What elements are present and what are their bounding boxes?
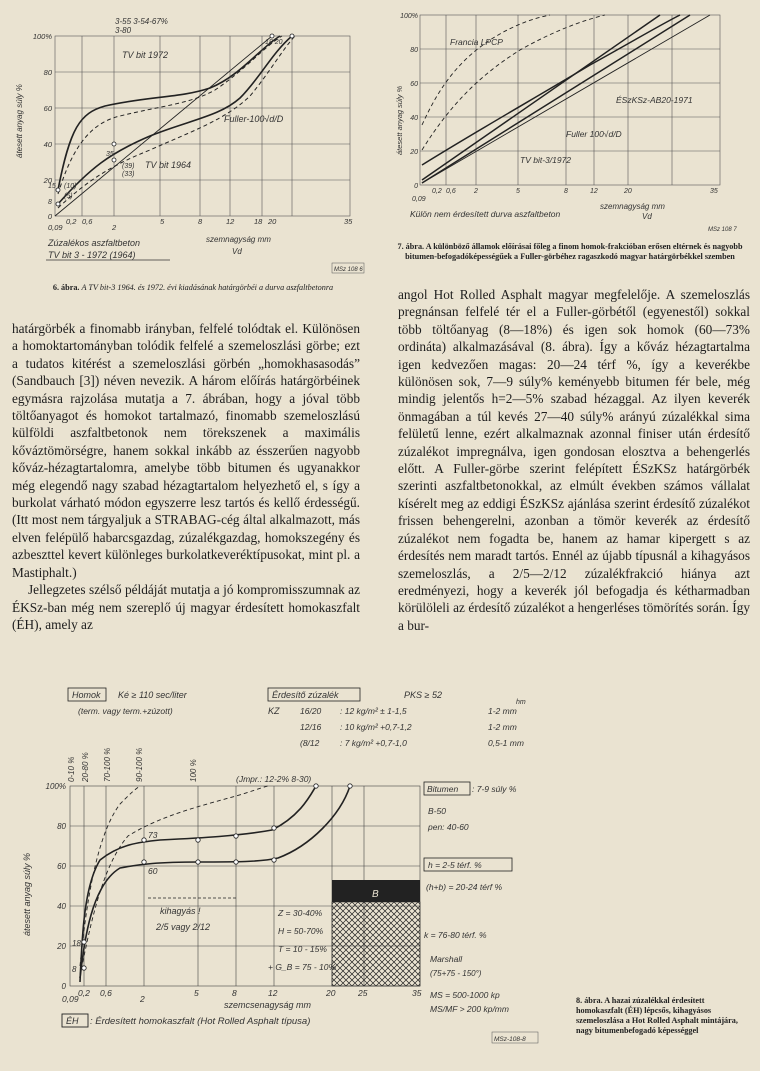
- fig7-ytick: 60: [410, 81, 418, 88]
- fig8-xlabel: szemcsenagyság mm: [224, 1000, 312, 1010]
- fig7-ylabel: átesett anyag súly %: [395, 85, 404, 155]
- fig8-xtick: 8: [232, 988, 237, 998]
- fig8-bitumen-val: : 7-9 súly %: [472, 784, 517, 794]
- left-paragraph-1: határgörbék a finomabb irányban, felfelé tolódtak el. Különösen a homoktartományban tolódik felfelé a szemeloszlási görbe; ezt a tudatos kitérést a szemeloszlási görbén „homokhasasodás” (Sandbauch [3]) néven nevezik. A három előírás határgörbéinek egymásra rajzolása mutatja a 7. ábrában, hogy a jóval több töltőanyagot és homokot tartalmazó, finomabb szemeloszlású külföldi aszfaltbetonok nem törekszenek a maximális kőváztömörségre, hanem sokkal inkább az ésszerűen nagyobb kőváz-hézagtartalomra, amelybe több bitumen és ugyanakkor még elegendő nagy szabad hézagtartalom helyezhető el, s így a burkolat várható módon egyszerre lesz tartós és kellő érdességű. (Itt most nem tárgyaljuk a STRABAG-cég által alkalmazott, más elven felépülő habarcsgazdag, zúzalékgazdag, homokszegény és azbeszttel kevert különleges burkolatkeveréktípusokat, mint pl. a Mastiphalt.): [12, 321, 360, 580]
- fig6-legend-2: TV bit 3 - 1972 (1964): [48, 250, 136, 260]
- fig7-xlabel: szemnagyság mm: [600, 202, 665, 211]
- fig8-stamp: MSz-108-8: [494, 1036, 526, 1043]
- fig7-fuller: Fuller 100√d/D: [566, 129, 622, 139]
- fig6-ytick: 40: [43, 140, 52, 149]
- figure-6-chart: [10, 8, 375, 283]
- figure-6: [10, 8, 375, 283]
- fig8-b50: B-50: [428, 806, 446, 816]
- fig8-marshall: Marshall: [430, 954, 463, 964]
- fig7-francia: Francia LPCP: [450, 37, 503, 47]
- right-text-column: [398, 286, 750, 634]
- fig8-kz: KZ: [268, 706, 280, 716]
- fig6-tv-1964-label: TV bit 1964: [145, 160, 192, 170]
- fig7-stamp: MSz 108 7: [708, 227, 737, 233]
- fig8-row-dose: : 10 kg/m² +0,7-1,2: [340, 722, 412, 732]
- figure-8-chart: [10, 686, 570, 1066]
- fig6-ytick: 60: [43, 104, 52, 113]
- fig8-xtick: 0,09: [62, 994, 79, 1004]
- fig7-ytick: 80: [410, 47, 418, 54]
- fig6-xtick: 5: [160, 217, 165, 226]
- fig7-ytick: 100%: [400, 13, 418, 20]
- fig6-tv-1972-label: TV bit 1972: [122, 50, 169, 60]
- fig6-pt-18-20: 18 20: [265, 39, 283, 46]
- fig6-top-label: 3-55 3-54-67%: [115, 17, 168, 26]
- fig6-ylabel: átesett anyag súly %: [15, 84, 24, 158]
- fig8-row-rate: 1-2 mm: [488, 722, 517, 732]
- fig7-xtick: 0,6: [446, 188, 456, 195]
- fig6-pt-10: (10): [64, 183, 77, 190]
- fig8-jmpr: (Jmpr.: 12-2% 8-30): [236, 774, 312, 784]
- fig6-fuller-label: Fuller-100√d/D: [224, 114, 284, 124]
- fig7-xtick: 35: [710, 188, 718, 195]
- fig8-pt-60: 60: [148, 866, 158, 876]
- fig8-hb: (h+b) = 20-24 térf %: [426, 882, 503, 892]
- fig6-ytick: 20: [43, 176, 52, 185]
- fig8-xtick: 35: [412, 988, 422, 998]
- fig8-footer: : Érdesített homokaszfalt (Hot Rolled Asphalt típusa): [90, 1016, 311, 1027]
- fig8-pt-73: 73: [148, 830, 158, 840]
- fig6-pt-33: (33): [122, 171, 135, 178]
- fig8-pen: pen: 40-60: [428, 822, 469, 832]
- fig8-marshall-t: (75+75 - 150°): [430, 969, 482, 978]
- fig8-k: k = 76-80 térf. %: [424, 930, 487, 940]
- fig6-xtick: 0,09: [48, 223, 63, 232]
- fig8-top-pct: 20-80 %: [81, 752, 90, 782]
- fig8-top-pct: 70-100 %: [103, 747, 112, 782]
- fig8-h: H = 50-70%: [278, 926, 324, 936]
- fig8-top-pct: 0-10 %: [67, 756, 76, 782]
- fig6-top-label-2: 3-80: [115, 26, 132, 35]
- fig6-legend-1: Zúzalékos aszfaltbeton: [48, 238, 141, 248]
- fig8-xtick: 2: [140, 994, 145, 1004]
- fig8-bitumen-box: Bitumen: [427, 784, 459, 794]
- fig6-xtick: 18: [254, 217, 263, 226]
- fig7-ytick: 0: [414, 183, 418, 190]
- figure-7-caption: [392, 242, 748, 262]
- fig6-xtick: 0,2: [66, 217, 77, 226]
- fig6-caption-text: A TV bit-3 1964. és 1972. évi kiadásának határgörbéi a durva aszfaltbetonra: [81, 283, 334, 292]
- fig8-top-pct: 100 %: [189, 759, 198, 782]
- fig8-ms: MS = 500-1000 kp: [430, 990, 500, 1000]
- fig6-ytick: 80: [43, 68, 52, 77]
- fig8-b-label: B: [372, 889, 379, 900]
- fig8-hm: hm: [516, 699, 526, 706]
- fig8-pt-18: 18: [72, 939, 81, 948]
- fig8-ytick: 60: [57, 862, 66, 871]
- figure-8: [10, 686, 570, 1066]
- fig7-xtick: 20: [624, 188, 632, 195]
- fuller-line: [55, 36, 272, 216]
- fig7-eszksz: ÉSzKSz-AB20-1971: [616, 95, 693, 105]
- right-paragraph-1: angol Hot Rolled Asphalt magyar megfelelője. A szemeloszlás pregnánsan felfelé tér el a Fuller-görbétől (egyenestől) sokkal több töltőanyag (8—18%) és igen sok homok (60—73% ordináta) alkalmazásával (8. ábra). Így a kőváz hézagtartalma igen kedvezően magas: 20—24 térf %, így a keverékbe különösen sok, 7—9 súly% keményebb bitumen fér bele, még mindig jelentős h=2—5% szabad hézaggal. Az ilyen keverék önmagában a túl kevés 27—40 súly% arányú zúzalékkal sima felületű lenne, ezért alkalmaznak azonnal finiser után érdesítő zúzalékot impregnálva, igen gondosan elosztva a behengerlés előtt. A Fuller-görbe szerint felépített ÉSzKSz határgörbék szerinti aszfaltbetonokkal, az elmúlt években számos vállalat kísérelt meg az eddigi ÉSzKSz ajánlása szerint érdesítő zúzalékot frissen behengerelni, azonban a tömör keverék az érdesítő zúzalékot nem fogadta be, hanem az hamar kipergett s az érdesítés nem maradt tartós. Ennél az újabb típusnál a kihagyásos szemeloszlás, a 2/5—2/12 zúzalékfrakció hiánya azt eredményezi, hogy a keverék jól befogadja és kétharmadban körülöleli az érdesítő zúzalékot a hengerléses tömörítés során. Így a bur-: [398, 287, 750, 633]
- fig7-caption-lead: 7. ábra.: [397, 242, 425, 251]
- fig6-ytick: 0: [47, 212, 52, 221]
- fig8-caption-text: 8. ábra. A hazai zúzalékkal érdesített homokaszfalt (ÉH) lépcsős, kihagyásos szemeloszlása a Hot Rolled Asphalt mintájára, nagy bitumenbefogadó képességgel: [576, 996, 738, 1035]
- fig8-z: Z = 30-40%: [278, 908, 323, 918]
- fig8-xtick: 0,2: [78, 988, 90, 998]
- fig6-pt-39: (39): [122, 163, 135, 170]
- fig8-xtick: 12: [268, 988, 278, 998]
- fig7-xtick: 0,2: [432, 188, 442, 195]
- left-text-column: [12, 320, 360, 633]
- fig8-msmf: MS/MF > 200 kp/mm: [430, 1004, 509, 1014]
- fig7-ytick: 40: [410, 115, 418, 122]
- fig8-row-size: (8/12: [300, 738, 320, 748]
- fig8-ytick: 40: [57, 902, 66, 911]
- figure-7-chart: [390, 5, 750, 240]
- fig6-xtick: 0,6: [82, 217, 93, 226]
- fig8-row-rate: 0,5-1 mm: [488, 738, 524, 748]
- fig8-pt-8: 8: [72, 965, 77, 974]
- figure-6-caption: [28, 283, 358, 293]
- fig8-row-rate: 1-2 mm: [488, 706, 517, 716]
- fig8-top-pct: 90-100 %: [135, 747, 144, 782]
- fig6-pt-5: (5): [64, 193, 73, 200]
- fig7-xtick: 2: [474, 188, 478, 195]
- fig8-erdesito-box: Érdesítő zúzalék: [272, 690, 339, 700]
- fig8-row-size: 16/20: [300, 706, 322, 716]
- fig8-xtick: 0,6: [100, 988, 112, 998]
- fig8-gb: + G_B = 75 - 10%: [268, 962, 337, 972]
- fig8-xtick: 25: [358, 988, 368, 998]
- figure-7: [390, 5, 750, 240]
- fig7-ytick: 20: [410, 149, 418, 156]
- fig6-xtick: 35: [344, 217, 353, 226]
- fig8-row-dose: : 7 kg/m² +0,7-1,0: [340, 738, 407, 748]
- fig8-homok-box: Homok: [72, 690, 101, 700]
- fig8-ke: Ké ≥ 110 sec/liter: [118, 690, 187, 700]
- fig6-pt-8: 8: [48, 199, 52, 206]
- fig6-xtick: 2: [112, 223, 117, 232]
- fig8-ylabel: átesett anyag súly %: [22, 852, 32, 936]
- fig8-ytick: 20: [57, 942, 66, 951]
- fig8-xtick: 20: [326, 988, 336, 998]
- figure-8-caption: [576, 996, 748, 1036]
- fig6-caption-lead: 6. ábra.: [52, 283, 80, 292]
- fig6-xlabel: szemnagyság mm: [206, 235, 271, 244]
- fig7-xtick: 5: [516, 188, 520, 195]
- fig8-row-size: 12/16: [300, 722, 322, 732]
- fig7-legend: Külön nem érdesített durva aszfaltbeton: [410, 209, 561, 219]
- fig7-xtick: 12: [590, 188, 598, 195]
- fig8-ytick: 80: [57, 822, 66, 831]
- fig6-stamp: MSz 108 6: [334, 267, 363, 273]
- fig8-h-box: h = 2-5 térf. %: [428, 860, 482, 870]
- fig8-t: T = 10 - 15%: [278, 944, 327, 954]
- fig8-ytick: 0: [61, 982, 66, 991]
- fig6-xtick: 20: [268, 217, 277, 226]
- fig6-ytick: 100%: [32, 32, 52, 41]
- fig6-pt-35: 35: [106, 151, 114, 158]
- fig8-kihagyas: kihagyás !: [160, 906, 201, 916]
- fig7-xtick: 0,09: [412, 196, 426, 203]
- fig8-ytick: 100%: [45, 782, 66, 791]
- fig8-eh-box: ÉH: [66, 1016, 79, 1026]
- fig8-pks: PKS ≥ 52: [404, 690, 442, 700]
- fig6-xtick: 12: [226, 217, 235, 226]
- fig6-xunit: Vd: [232, 247, 242, 256]
- left-paragraph-2: Jellegzetes szélső példáját mutatja a jó kompromisszumnak az ÉKSz-ban még nem szereplő új magyar érdesített homokaszfalt (ÉH), amely az: [12, 582, 360, 632]
- fig6-xtick: 8: [198, 217, 203, 226]
- fig8-xtick: 5: [194, 988, 199, 998]
- fig8-row-dose: : 12 kg/m² ± 1-1,5: [340, 706, 407, 716]
- fig7-xtick: 8: [564, 188, 568, 195]
- fig7-tv: TV bit-3/1972: [520, 155, 572, 165]
- fig6-pt-15: 15: [48, 183, 56, 190]
- fig7-xunit: Vd: [642, 212, 652, 221]
- fig7-caption-text: A különböző államok előírásai főleg a finom homok-frakcióban erősen eltérnek és nagyobb bitumen-befogadóképességűek a Fuller-görbéhez ragaszkodó magyar határgörbékkel szemben: [405, 242, 743, 261]
- fig8-kihagyas-2: 2/5 vagy 2/12: [156, 922, 211, 932]
- fig8-term: (term. vagy term.+zúzott): [78, 706, 173, 716]
